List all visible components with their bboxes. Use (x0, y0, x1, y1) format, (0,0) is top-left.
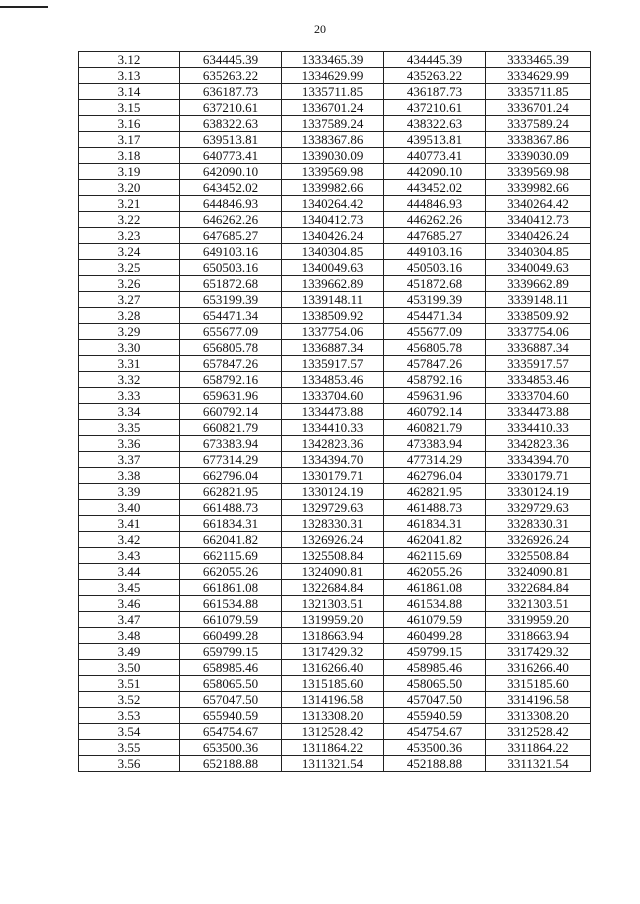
point-number-cell: 3.45 (79, 580, 180, 596)
point-number-cell: 3.35 (79, 420, 180, 436)
point-number-cell: 3.40 (79, 500, 180, 516)
y2-coordinate-cell: 3340304.85 (486, 244, 591, 260)
table-row (79, 52, 591, 68)
x2-coordinate-cell: 461834.31 (384, 516, 486, 532)
table-row (79, 132, 591, 148)
y-coordinate-cell: 1315185.60 (282, 676, 384, 692)
point-number-cell: 3.48 (79, 628, 180, 644)
y-coordinate-cell: 1334853.46 (282, 372, 384, 388)
y-coordinate-cell: 1334473.88 (282, 404, 384, 420)
y2-coordinate-cell: 3315185.60 (486, 676, 591, 692)
y2-coordinate-cell: 3334853.46 (486, 372, 591, 388)
x2-coordinate-cell: 458065.50 (384, 676, 486, 692)
point-number-cell: 3.13 (79, 68, 180, 84)
point-number-cell: 3.26 (79, 276, 180, 292)
table-row (79, 308, 591, 324)
y-coordinate-cell: 1339982.66 (282, 180, 384, 196)
point-number-cell: 3.24 (79, 244, 180, 260)
x-coordinate-cell: 662041.82 (180, 532, 282, 548)
coordinates-table-body (79, 52, 591, 772)
point-number-cell: 3.14 (79, 84, 180, 100)
y-coordinate-cell: 1326926.24 (282, 532, 384, 548)
x2-coordinate-cell: 437210.61 (384, 100, 486, 116)
point-number-cell: 3.25 (79, 260, 180, 276)
x2-coordinate-cell: 446262.26 (384, 212, 486, 228)
x-coordinate-cell: 651872.68 (180, 276, 282, 292)
table-row (79, 436, 591, 452)
x-coordinate-cell: 659799.15 (180, 644, 282, 660)
table-row (79, 580, 591, 596)
y2-coordinate-cell: 3329729.63 (486, 500, 591, 516)
y2-coordinate-cell: 3328330.31 (486, 516, 591, 532)
table-row (79, 244, 591, 260)
x2-coordinate-cell: 462796.04 (384, 468, 486, 484)
point-number-cell: 3.22 (79, 212, 180, 228)
point-number-cell: 3.29 (79, 324, 180, 340)
table-row (79, 708, 591, 724)
x-coordinate-cell: 640773.41 (180, 148, 282, 164)
y-coordinate-cell: 1334410.33 (282, 420, 384, 436)
x2-coordinate-cell: 435263.22 (384, 68, 486, 84)
y2-coordinate-cell: 3314196.58 (486, 692, 591, 708)
point-number-cell: 3.12 (79, 52, 180, 68)
x2-coordinate-cell: 434445.39 (384, 52, 486, 68)
y-coordinate-cell: 1338367.86 (282, 132, 384, 148)
x2-coordinate-cell: 444846.93 (384, 196, 486, 212)
x2-coordinate-cell: 455940.59 (384, 708, 486, 724)
table-row (79, 228, 591, 244)
x2-coordinate-cell: 439513.81 (384, 132, 486, 148)
x2-coordinate-cell: 459799.15 (384, 644, 486, 660)
x-coordinate-cell: 660792.14 (180, 404, 282, 420)
table-row (79, 180, 591, 196)
y-coordinate-cell: 1338509.92 (282, 308, 384, 324)
table-row (79, 612, 591, 628)
table-row (79, 468, 591, 484)
y-coordinate-cell: 1334394.70 (282, 452, 384, 468)
table-row (79, 532, 591, 548)
x-coordinate-cell: 661079.59 (180, 612, 282, 628)
x-coordinate-cell: 661861.08 (180, 580, 282, 596)
point-number-cell: 3.27 (79, 292, 180, 308)
y-coordinate-cell: 1340426.24 (282, 228, 384, 244)
y-coordinate-cell: 1342823.36 (282, 436, 384, 452)
y-coordinate-cell: 1319959.20 (282, 612, 384, 628)
point-number-cell: 3.19 (79, 164, 180, 180)
point-number-cell: 3.55 (79, 740, 180, 756)
x-coordinate-cell: 673383.94 (180, 436, 282, 452)
x2-coordinate-cell: 456805.78 (384, 340, 486, 356)
y2-coordinate-cell: 3342823.36 (486, 436, 591, 452)
y2-coordinate-cell: 3334410.33 (486, 420, 591, 436)
table-row (79, 116, 591, 132)
x2-coordinate-cell: 443452.02 (384, 180, 486, 196)
x-coordinate-cell: 635263.22 (180, 68, 282, 84)
y2-coordinate-cell: 3336887.34 (486, 340, 591, 356)
x-coordinate-cell: 661834.31 (180, 516, 282, 532)
x2-coordinate-cell: 436187.73 (384, 84, 486, 100)
x-coordinate-cell: 646262.26 (180, 212, 282, 228)
x2-coordinate-cell: 454754.67 (384, 724, 486, 740)
y2-coordinate-cell: 3322684.84 (486, 580, 591, 596)
table-row (79, 356, 591, 372)
y2-coordinate-cell: 3339662.89 (486, 276, 591, 292)
y2-coordinate-cell: 3333465.39 (486, 52, 591, 68)
x2-coordinate-cell: 461534.88 (384, 596, 486, 612)
x2-coordinate-cell: 452188.88 (384, 756, 486, 772)
table-row (79, 644, 591, 660)
x2-coordinate-cell: 454471.34 (384, 308, 486, 324)
y2-coordinate-cell: 3338509.92 (486, 308, 591, 324)
table-row (79, 564, 591, 580)
point-number-cell: 3.46 (79, 596, 180, 612)
table-row (79, 548, 591, 564)
x-coordinate-cell: 649103.16 (180, 244, 282, 260)
x-coordinate-cell: 647685.27 (180, 228, 282, 244)
point-number-cell: 3.54 (79, 724, 180, 740)
table-row (79, 500, 591, 516)
y2-coordinate-cell: 3334629.99 (486, 68, 591, 84)
y-coordinate-cell: 1339030.09 (282, 148, 384, 164)
table-row (79, 324, 591, 340)
table-row (79, 724, 591, 740)
y-coordinate-cell: 1312528.42 (282, 724, 384, 740)
table-row (79, 292, 591, 308)
point-number-cell: 3.23 (79, 228, 180, 244)
x2-coordinate-cell: 449103.16 (384, 244, 486, 260)
table-row (79, 84, 591, 100)
y-coordinate-cell: 1311321.54 (282, 756, 384, 772)
y-coordinate-cell: 1339148.11 (282, 292, 384, 308)
x-coordinate-cell: 660821.79 (180, 420, 282, 436)
y-coordinate-cell: 1318663.94 (282, 628, 384, 644)
point-number-cell: 3.51 (79, 676, 180, 692)
x-coordinate-cell: 637210.61 (180, 100, 282, 116)
y2-coordinate-cell: 3337754.06 (486, 324, 591, 340)
y-coordinate-cell: 1336701.24 (282, 100, 384, 116)
x-coordinate-cell: 662055.26 (180, 564, 282, 580)
point-number-cell: 3.30 (79, 340, 180, 356)
x-coordinate-cell: 660499.28 (180, 628, 282, 644)
y2-coordinate-cell: 3335917.57 (486, 356, 591, 372)
y2-coordinate-cell: 3335711.85 (486, 84, 591, 100)
table-row (79, 372, 591, 388)
x2-coordinate-cell: 462821.95 (384, 484, 486, 500)
x2-coordinate-cell: 460499.28 (384, 628, 486, 644)
point-number-cell: 3.33 (79, 388, 180, 404)
x-coordinate-cell: 642090.10 (180, 164, 282, 180)
y-coordinate-cell: 1328330.31 (282, 516, 384, 532)
x-coordinate-cell: 653500.36 (180, 740, 282, 756)
x2-coordinate-cell: 453199.39 (384, 292, 486, 308)
y-coordinate-cell: 1339662.89 (282, 276, 384, 292)
x-coordinate-cell: 657047.50 (180, 692, 282, 708)
y2-coordinate-cell: 3340049.63 (486, 260, 591, 276)
x2-coordinate-cell: 447685.27 (384, 228, 486, 244)
x-coordinate-cell: 652188.88 (180, 756, 282, 772)
y-coordinate-cell: 1324090.81 (282, 564, 384, 580)
point-number-cell: 3.20 (79, 180, 180, 196)
x2-coordinate-cell: 460792.14 (384, 404, 486, 420)
y2-coordinate-cell: 3317429.32 (486, 644, 591, 660)
y2-coordinate-cell: 3333704.60 (486, 388, 591, 404)
table-row (79, 276, 591, 292)
x2-coordinate-cell: 457047.50 (384, 692, 486, 708)
x-coordinate-cell: 658792.16 (180, 372, 282, 388)
point-number-cell: 3.53 (79, 708, 180, 724)
coordinates-table (78, 51, 591, 772)
x-coordinate-cell: 677314.29 (180, 452, 282, 468)
table-row (79, 676, 591, 692)
point-number-cell: 3.37 (79, 452, 180, 468)
y2-coordinate-cell: 3334473.88 (486, 404, 591, 420)
y2-coordinate-cell: 3340264.42 (486, 196, 591, 212)
y2-coordinate-cell: 3313308.20 (486, 708, 591, 724)
x2-coordinate-cell: 451872.68 (384, 276, 486, 292)
x-coordinate-cell: 653199.39 (180, 292, 282, 308)
y-coordinate-cell: 1325508.84 (282, 548, 384, 564)
x2-coordinate-cell: 462115.69 (384, 548, 486, 564)
y2-coordinate-cell: 3336701.24 (486, 100, 591, 116)
x-coordinate-cell: 654754.67 (180, 724, 282, 740)
x2-coordinate-cell: 440773.41 (384, 148, 486, 164)
y2-coordinate-cell: 3339569.98 (486, 164, 591, 180)
x-coordinate-cell: 655677.09 (180, 324, 282, 340)
x-coordinate-cell: 661534.88 (180, 596, 282, 612)
table-row (79, 740, 591, 756)
point-number-cell: 3.15 (79, 100, 180, 116)
y2-coordinate-cell: 3340412.73 (486, 212, 591, 228)
y2-coordinate-cell: 3324090.81 (486, 564, 591, 580)
x2-coordinate-cell: 461079.59 (384, 612, 486, 628)
y2-coordinate-cell: 3340426.24 (486, 228, 591, 244)
point-number-cell: 3.56 (79, 756, 180, 772)
x-coordinate-cell: 636187.73 (180, 84, 282, 100)
point-number-cell: 3.42 (79, 532, 180, 548)
y2-coordinate-cell: 3321303.51 (486, 596, 591, 612)
x2-coordinate-cell: 473383.94 (384, 436, 486, 452)
y2-coordinate-cell: 3316266.40 (486, 660, 591, 676)
y-coordinate-cell: 1330179.71 (282, 468, 384, 484)
table-row (79, 148, 591, 164)
x2-coordinate-cell: 450503.16 (384, 260, 486, 276)
point-number-cell: 3.31 (79, 356, 180, 372)
table-row (79, 388, 591, 404)
table-row (79, 756, 591, 772)
x-coordinate-cell: 662796.04 (180, 468, 282, 484)
table-row (79, 212, 591, 228)
y-coordinate-cell: 1316266.40 (282, 660, 384, 676)
x-coordinate-cell: 658065.50 (180, 676, 282, 692)
x-coordinate-cell: 643452.02 (180, 180, 282, 196)
x-coordinate-cell: 659631.96 (180, 388, 282, 404)
table-row (79, 340, 591, 356)
x-coordinate-cell: 655940.59 (180, 708, 282, 724)
x2-coordinate-cell: 458792.16 (384, 372, 486, 388)
y2-coordinate-cell: 3337589.24 (486, 116, 591, 132)
point-number-cell: 3.18 (79, 148, 180, 164)
point-number-cell: 3.39 (79, 484, 180, 500)
point-number-cell: 3.49 (79, 644, 180, 660)
x2-coordinate-cell: 453500.36 (384, 740, 486, 756)
point-number-cell: 3.38 (79, 468, 180, 484)
x2-coordinate-cell: 460821.79 (384, 420, 486, 436)
point-number-cell: 3.34 (79, 404, 180, 420)
y-coordinate-cell: 1335917.57 (282, 356, 384, 372)
point-number-cell: 3.50 (79, 660, 180, 676)
y2-coordinate-cell: 3339982.66 (486, 180, 591, 196)
x-coordinate-cell: 661488.73 (180, 500, 282, 516)
y-coordinate-cell: 1340304.85 (282, 244, 384, 260)
table-row (79, 516, 591, 532)
y-coordinate-cell: 1336887.34 (282, 340, 384, 356)
y2-coordinate-cell: 3326926.24 (486, 532, 591, 548)
y-coordinate-cell: 1340049.63 (282, 260, 384, 276)
x-coordinate-cell: 658985.46 (180, 660, 282, 676)
x2-coordinate-cell: 462041.82 (384, 532, 486, 548)
point-number-cell: 3.44 (79, 564, 180, 580)
y2-coordinate-cell: 3312528.42 (486, 724, 591, 740)
y-coordinate-cell: 1335711.85 (282, 84, 384, 100)
y-coordinate-cell: 1337754.06 (282, 324, 384, 340)
x-coordinate-cell: 662115.69 (180, 548, 282, 564)
point-number-cell: 3.17 (79, 132, 180, 148)
x-coordinate-cell: 654471.34 (180, 308, 282, 324)
y-coordinate-cell: 1333704.60 (282, 388, 384, 404)
table-row (79, 484, 591, 500)
point-number-cell: 3.28 (79, 308, 180, 324)
point-number-cell: 3.47 (79, 612, 180, 628)
x2-coordinate-cell: 461488.73 (384, 500, 486, 516)
y-coordinate-cell: 1322684.84 (282, 580, 384, 596)
x2-coordinate-cell: 442090.10 (384, 164, 486, 180)
y2-coordinate-cell: 3330179.71 (486, 468, 591, 484)
point-number-cell: 3.16 (79, 116, 180, 132)
y2-coordinate-cell: 3339030.09 (486, 148, 591, 164)
x2-coordinate-cell: 457847.26 (384, 356, 486, 372)
x-coordinate-cell: 639513.81 (180, 132, 282, 148)
y-coordinate-cell: 1329729.63 (282, 500, 384, 516)
table-row (79, 692, 591, 708)
table-row (79, 420, 591, 436)
y-coordinate-cell: 1314196.58 (282, 692, 384, 708)
table-row (79, 196, 591, 212)
scan-edge-mark (0, 6, 48, 8)
table-row (79, 660, 591, 676)
table-row (79, 452, 591, 468)
point-number-cell: 3.21 (79, 196, 180, 212)
table-row (79, 164, 591, 180)
point-number-cell: 3.43 (79, 548, 180, 564)
table-row (79, 100, 591, 116)
x2-coordinate-cell: 477314.29 (384, 452, 486, 468)
y2-coordinate-cell: 3325508.84 (486, 548, 591, 564)
page-number: 20 (314, 22, 326, 36)
x-coordinate-cell: 638322.63 (180, 116, 282, 132)
table-row (79, 260, 591, 276)
y-coordinate-cell: 1340264.42 (282, 196, 384, 212)
x2-coordinate-cell: 461861.08 (384, 580, 486, 596)
x2-coordinate-cell: 455677.09 (384, 324, 486, 340)
y-coordinate-cell: 1311864.22 (282, 740, 384, 756)
x-coordinate-cell: 657847.26 (180, 356, 282, 372)
y-coordinate-cell: 1330124.19 (282, 484, 384, 500)
y-coordinate-cell: 1333465.39 (282, 52, 384, 68)
y2-coordinate-cell: 3319959.20 (486, 612, 591, 628)
table-row (79, 404, 591, 420)
y-coordinate-cell: 1337589.24 (282, 116, 384, 132)
y2-coordinate-cell: 3318663.94 (486, 628, 591, 644)
point-number-cell: 3.41 (79, 516, 180, 532)
y-coordinate-cell: 1313308.20 (282, 708, 384, 724)
x2-coordinate-cell: 438322.63 (384, 116, 486, 132)
point-number-cell: 3.32 (79, 372, 180, 388)
x2-coordinate-cell: 458985.46 (384, 660, 486, 676)
x-coordinate-cell: 644846.93 (180, 196, 282, 212)
x-coordinate-cell: 662821.95 (180, 484, 282, 500)
x-coordinate-cell: 650503.16 (180, 260, 282, 276)
x2-coordinate-cell: 462055.26 (384, 564, 486, 580)
x2-coordinate-cell: 459631.96 (384, 388, 486, 404)
y2-coordinate-cell: 3338367.86 (486, 132, 591, 148)
y-coordinate-cell: 1334629.99 (282, 68, 384, 84)
point-number-cell: 3.52 (79, 692, 180, 708)
y2-coordinate-cell: 3311321.54 (486, 756, 591, 772)
x-coordinate-cell: 634445.39 (180, 52, 282, 68)
y-coordinate-cell: 1321303.51 (282, 596, 384, 612)
y2-coordinate-cell: 3330124.19 (486, 484, 591, 500)
x-coordinate-cell: 656805.78 (180, 340, 282, 356)
table-row (79, 628, 591, 644)
y2-coordinate-cell: 3339148.11 (486, 292, 591, 308)
table-row (79, 68, 591, 84)
y2-coordinate-cell: 3311864.22 (486, 740, 591, 756)
y-coordinate-cell: 1340412.73 (282, 212, 384, 228)
table-row (79, 596, 591, 612)
y2-coordinate-cell: 3334394.70 (486, 452, 591, 468)
point-number-cell: 3.36 (79, 436, 180, 452)
y-coordinate-cell: 1317429.32 (282, 644, 384, 660)
y-coordinate-cell: 1339569.98 (282, 164, 384, 180)
